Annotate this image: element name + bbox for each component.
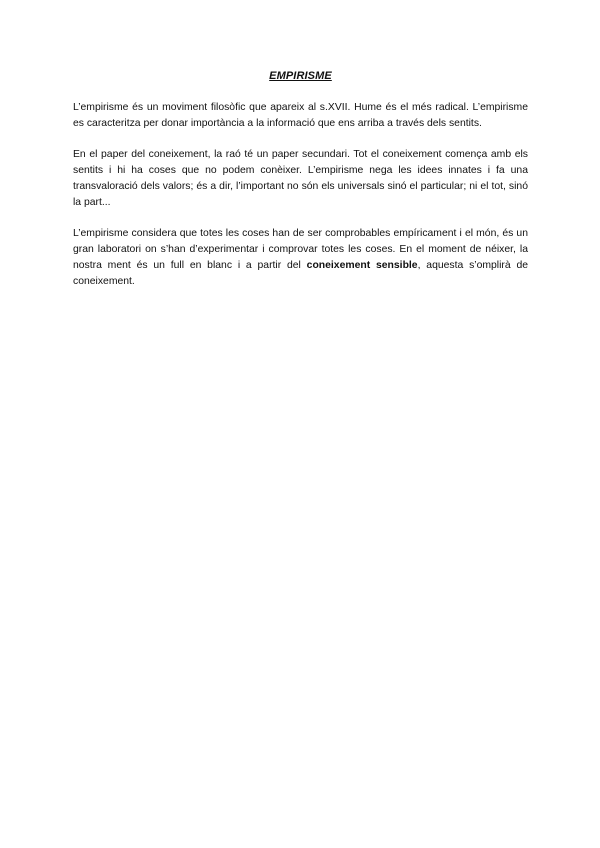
paragraph-1: L’empirisme és un moviment filosòfic que apareix al s.XVII. Hume és el més radical. L’empirisme es caracteritza per donar importància a la informació que ens arriba a través dels sentits. bbox=[73, 102, 528, 129]
paragraph-3-text-before: L’empirisme considera que totes les coses han de ser comprobables empíricament i el món, és un gran laboratori on s’han d’experimentar i comprovar totes les coses. En el moment de néixer, la nostra ment és un full en blanc i a partir del bbox=[73, 228, 528, 271]
document-page bbox=[73, 70, 528, 305]
bold-term: coneixement sensible bbox=[306, 260, 418, 271]
document-title: EMPIRISME bbox=[269, 70, 332, 82]
paragraph-3 bbox=[73, 226, 528, 290]
paragraph-2: En el paper del coneixement, la raó té un paper secundari. Tot el coneixement comença amb els sentits i hi ha coses que no podem conèixer. L’empirisme nega les idees innates i fa una transvaloració dels valors; és a dir, l’important no són els universals sinó el particular; ni el tot, sinó la part... bbox=[73, 149, 528, 208]
paragraph-3-text-after: , aquesta s’omplirà de coneixement. bbox=[73, 260, 529, 287]
